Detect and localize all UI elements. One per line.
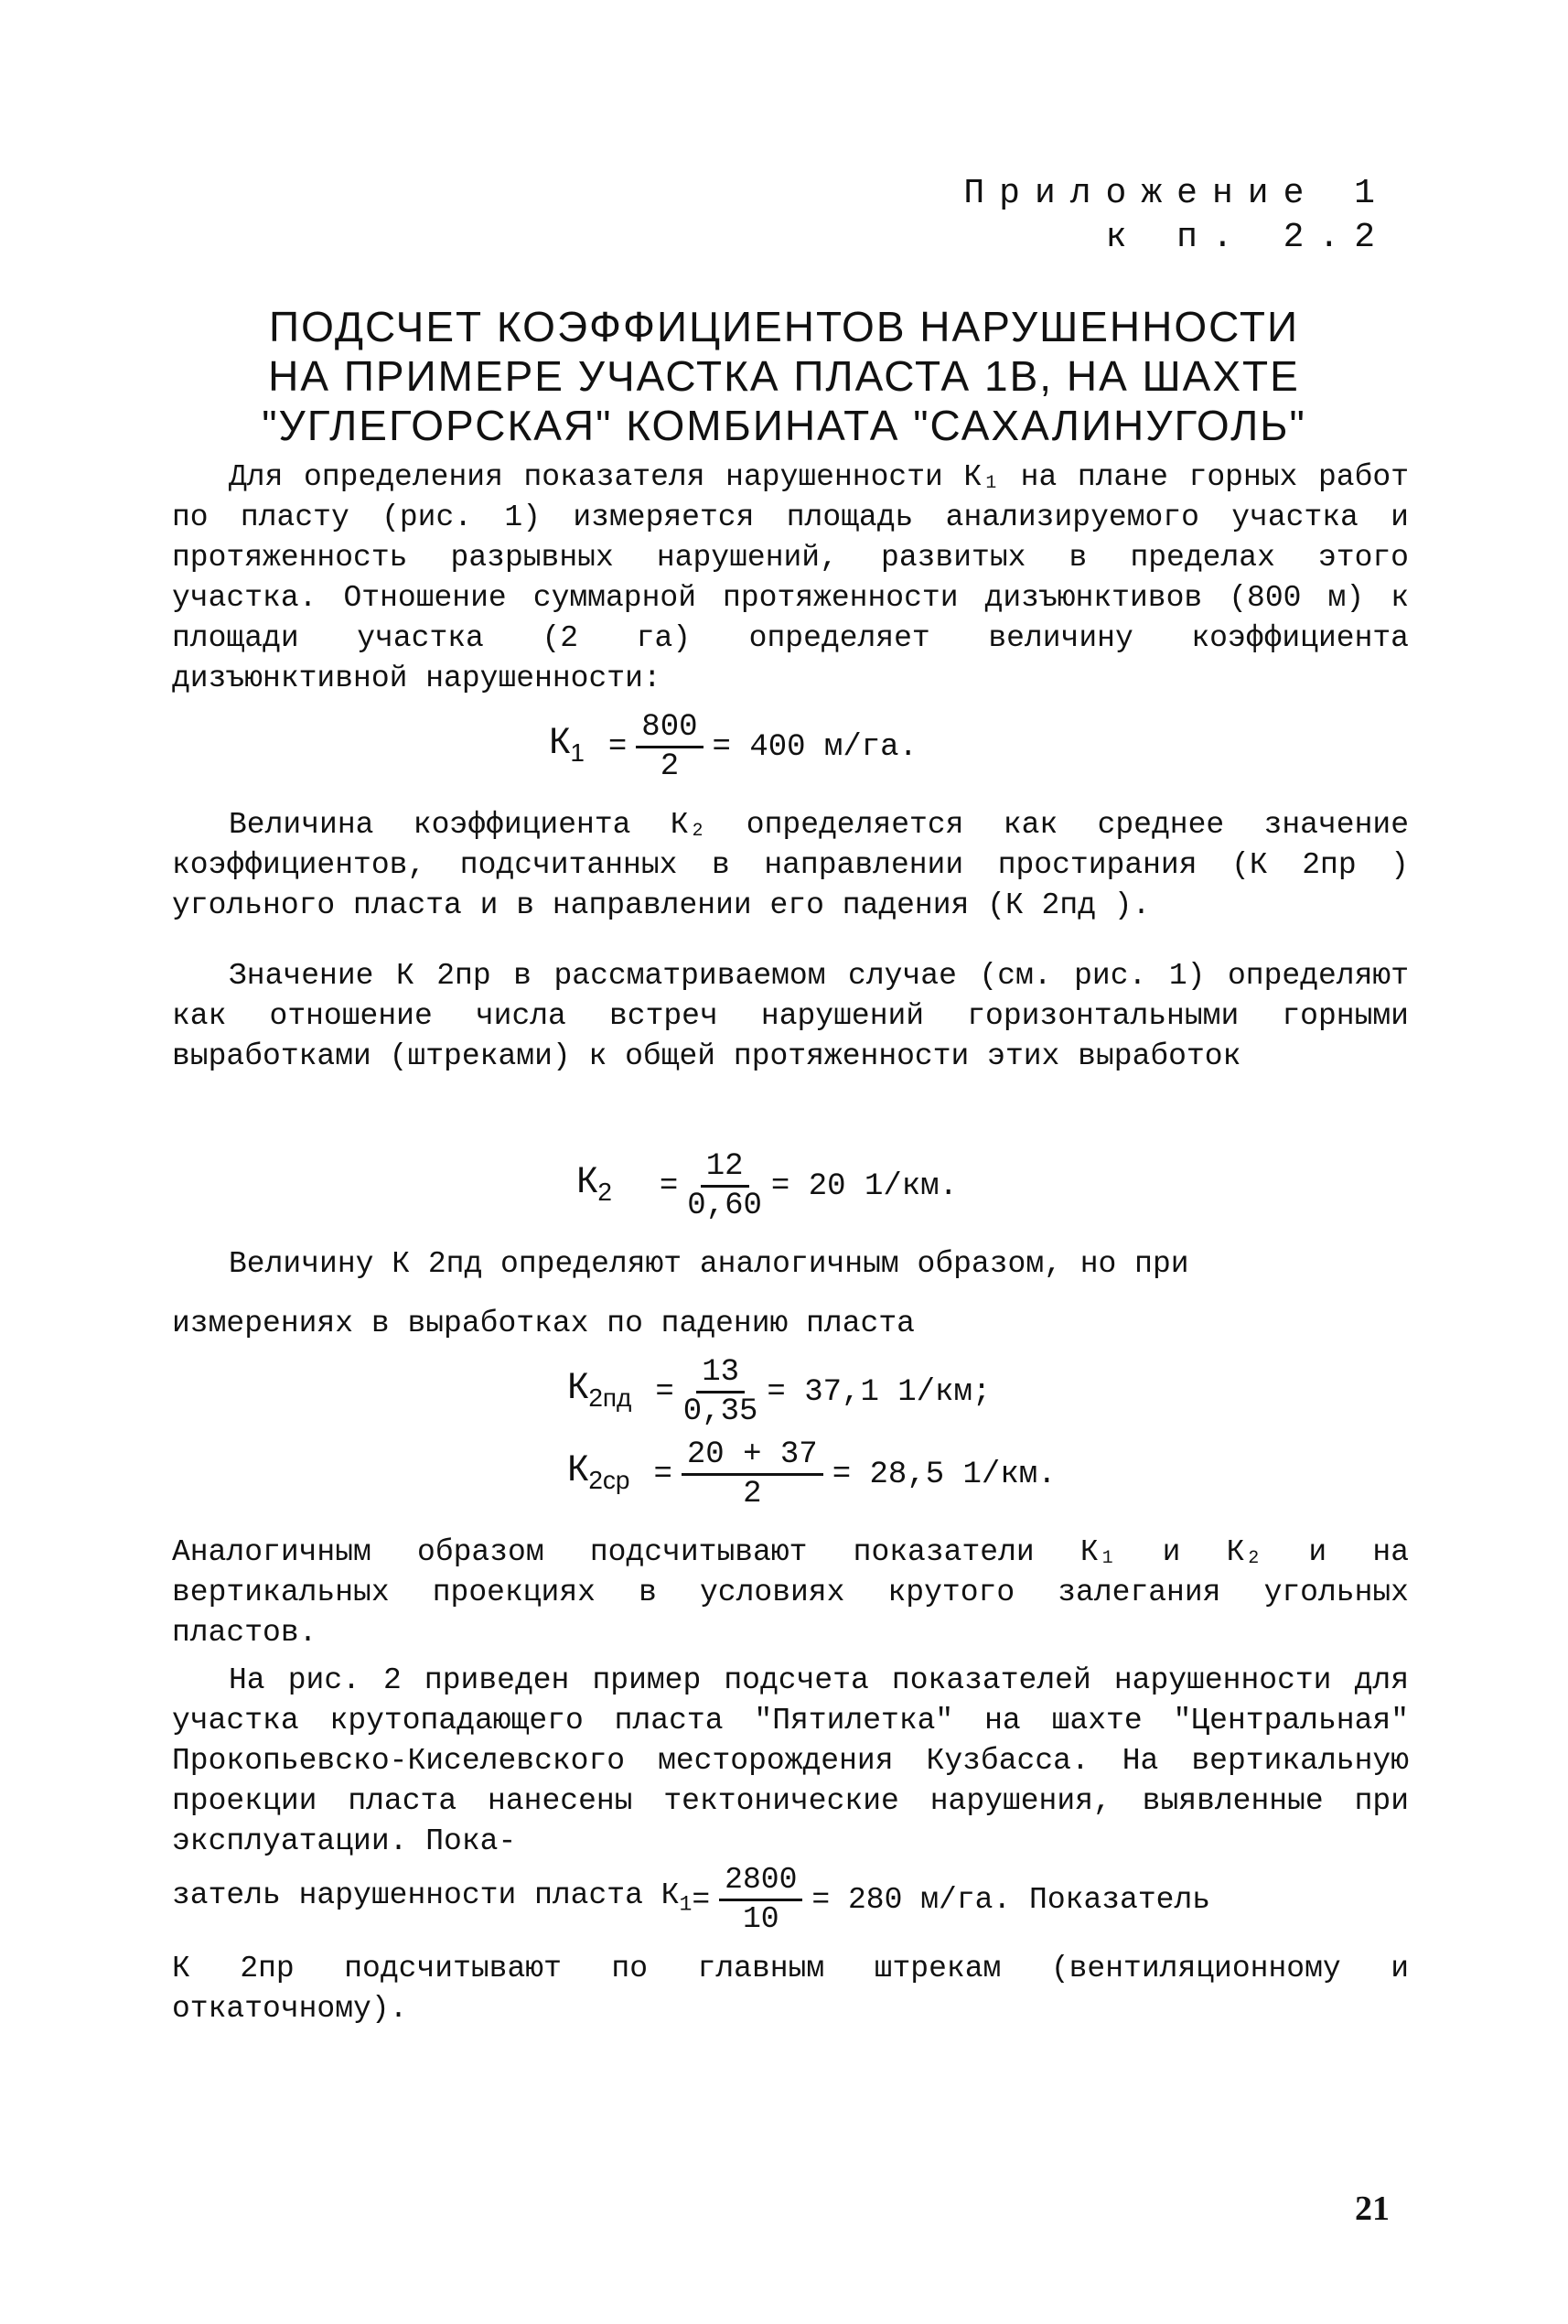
- formula-k2sr-fraction: $\frac{20 + 37}{2}$: [682, 1436, 823, 1512]
- formula-k1-fraction: $\frac{800}{2}$: [636, 709, 703, 785]
- appendix-header: [963, 172, 1390, 260]
- formula-k2sr-lhs: $К_{2ср}$: [567, 1448, 630, 1494]
- formula-k2-result: = 20 1/км.: [770, 1168, 958, 1204]
- title-line-3: "УГЛЕГОРСКАЯ" КОМБИНАТА "САХАЛИНУГОЛЬ": [262, 402, 1306, 449]
- formula-k2pd-eq: =: [655, 1374, 674, 1410]
- formula-k2sr-result: = 28,5 1/км.: [832, 1457, 1057, 1492]
- formula-k1-example-pre: затель нарушенности пласта $К_1$: [172, 1877, 693, 1917]
- appendix-label: Приложение 1: [963, 174, 1390, 213]
- page-number: 21: [1355, 2190, 1390, 2228]
- formula-k2sr-eq: =: [653, 1457, 672, 1492]
- formula-k2pd: [567, 1354, 991, 1430]
- appendix-reference: к п. 2.2: [1105, 218, 1390, 257]
- paragraph-3: Значение К 2пр в рассматриваемом случае (см. рис. 1) определяют как отношение числа встреч нарушений горизонтальными горными выработками (штреками) к общей протяженности этих выработок: [172, 959, 1409, 1073]
- formula-k1-result: = 400 м/га.: [712, 729, 918, 765]
- formula-k2pd-result: = 37,1 1/км;: [767, 1374, 992, 1410]
- formula-k1-example-result: = 280 м/га. Показатель: [811, 1882, 1211, 1917]
- title-line-2: НА ПРИМЕРЕ УЧАСТКА ПЛАСТА 1В, НА ШАХТЕ: [268, 352, 1300, 400]
- formula-k2-lhs: $К_2$: [576, 1160, 612, 1206]
- formula-k1-example-eq: =: [692, 1882, 711, 1917]
- paragraph-6: На рис. 2 приведен пример подсчета показателей нарушенности для участка крутопадающего пласта "Пятилетка" на шахте "Центральная" Прокопьевско-Киселевского месторождения Кузбасса. На вертикальную проекции пласта нанесены тектонические нарушения, выявленные при эксплуатации. Пока-: [172, 1663, 1409, 1858]
- document-title: [165, 302, 1403, 450]
- formula-k1: [549, 709, 918, 785]
- paragraph-5: Аналогичным образом подсчитывают показатели К₁ и К₂ и на вертикальных проекциях в условиях крутого залегания угольных пластов.: [172, 1535, 1409, 1650]
- formula-k2-eq: =: [659, 1168, 679, 1204]
- paragraph-8: К 2пр подсчитывают по главным штрекам (вентиляционному и откаточному).: [172, 1952, 1409, 2026]
- formula-k1-lhs: $К_1$: [549, 721, 585, 767]
- formula-k2pd-lhs: $К_{2пд}$: [567, 1366, 632, 1412]
- formula-k1-example: [172, 1862, 1210, 1938]
- paragraph-4b: измерениях в выработках по падению пласта: [172, 1307, 915, 1340]
- formula-k2: [576, 1148, 958, 1224]
- formula-k2sr: [567, 1436, 1057, 1512]
- title-line-1: ПОДСЧЕТ КОЭФФИЦИЕНТОВ НАРУШЕННОСТИ: [269, 303, 1299, 350]
- paragraph-2: Величина коэффициента К₂ определяется как среднее значение коэффициентов, подсчитанных в направлении простирания (К 2пр ) угольного пласта и в направлении его падения (К 2пд ).: [172, 808, 1409, 922]
- formula-k2pd-fraction: $\frac{13}{0,35}$: [682, 1355, 758, 1429]
- formula-k1-eq: =: [607, 729, 628, 765]
- formula-k2-fraction: $\frac{12}{0,60}$: [687, 1149, 762, 1223]
- formula-k1-example-fraction: $\frac{2800}{10}$: [719, 1862, 802, 1938]
- paragraph-4a: Величину К 2пд определяют аналогичным образом, но при: [229, 1247, 1189, 1281]
- paragraph-1: Для определения показателя нарушенности К₁ на плане горных работ по пласту (рис. 1) измеряется площадь анализируемого участка и протяженность разрывных нарушений, развитых в пределах этого участка. Отношение суммарной протяженности дизъюнктивов (800 м) к площади участка (2 га) определяет величину коэффициента дизъюнктивной нарушенности:: [172, 460, 1409, 695]
